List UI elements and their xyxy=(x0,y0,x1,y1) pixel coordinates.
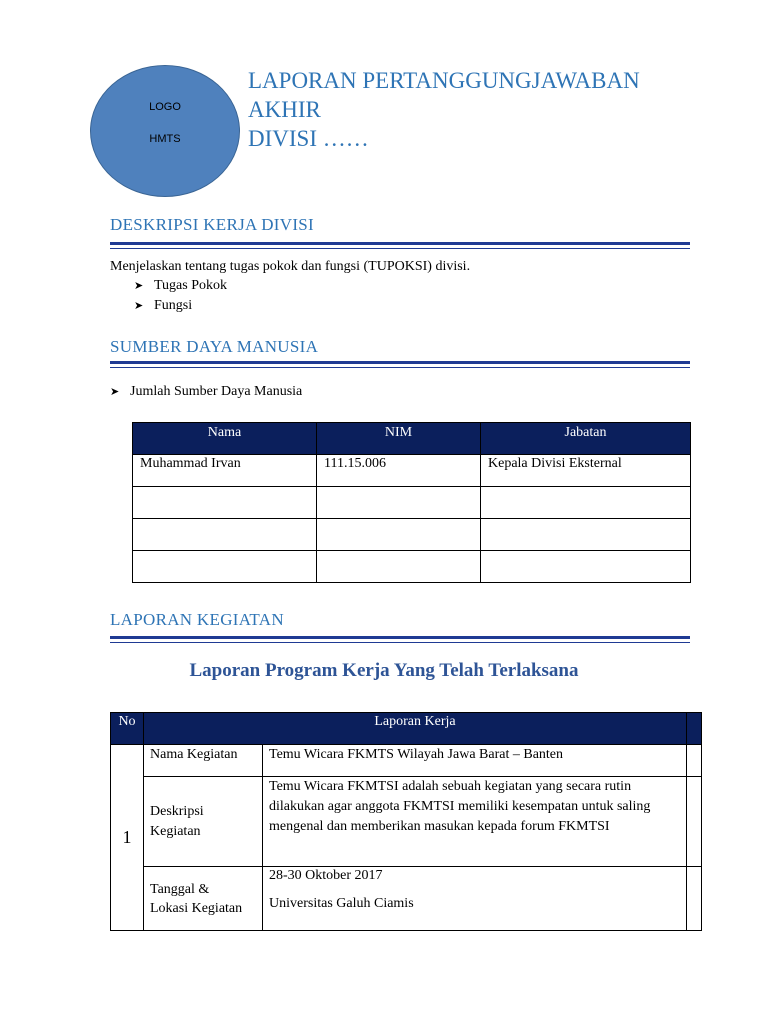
value-activity-description: Temu Wicara FKMTSI adalah sebuah kegiatan yang secara rutin dilakukan agar anggota FKMTSI memiliki kesempatan untuk saling mengenal dan memberikan masukan kepada forum FKMTSI xyxy=(263,777,687,867)
column-header-no: No xyxy=(111,713,144,745)
title-line-1: LAPORAN PERTANGGUNGJAWABAN xyxy=(248,68,640,93)
table-cell: Kepala Divisi Eksternal xyxy=(481,455,691,487)
logo-text: LOGO xyxy=(149,101,181,113)
column-header: Nama xyxy=(133,423,317,455)
column-header-report: Laporan Kerja xyxy=(144,713,687,745)
arrow-bullet-icon: ➤ xyxy=(110,385,120,398)
table-header-row xyxy=(133,423,691,455)
table-row xyxy=(133,551,691,583)
table-cell xyxy=(687,777,702,867)
title-line-3: DIVISI …… xyxy=(248,126,369,151)
table-row xyxy=(111,867,702,931)
table-row xyxy=(133,455,691,487)
document-title xyxy=(248,66,640,153)
list-item: ➤ Jumlah Sumber Daya Manusia xyxy=(110,384,303,399)
section-divider xyxy=(110,636,690,639)
section-divider xyxy=(110,642,690,643)
section-divider xyxy=(110,367,690,368)
table-row xyxy=(133,519,691,551)
section-divider xyxy=(110,361,690,364)
table-row xyxy=(111,777,702,867)
value-date-location xyxy=(263,867,687,931)
table-cell xyxy=(687,867,702,931)
value-activity-name: Temu Wicara FKMTS Wilayah Jawa Barat – Banten xyxy=(263,745,687,777)
table-cell xyxy=(481,551,691,583)
logo-subtext: HMTS xyxy=(149,133,181,145)
label-date-location: Tanggal & Lokasi Kegiatan xyxy=(144,867,263,931)
hr-table xyxy=(132,422,691,583)
list-item: ➤ Fungsi xyxy=(134,298,193,313)
table-cell xyxy=(317,551,481,583)
section-title-human-resources: SUMBER DAYA MANUSIA xyxy=(110,337,319,356)
row-number: 1 xyxy=(111,745,144,931)
table-header-row xyxy=(111,713,702,745)
table-cell: 111.15.006 xyxy=(317,455,481,487)
table-cell xyxy=(133,519,317,551)
arrow-bullet-icon: ➤ xyxy=(134,299,144,312)
table-row xyxy=(133,487,691,519)
section-description: Menjelaskan tentang tugas pokok dan fungsi (TUPOKSI) divisi. xyxy=(110,259,471,274)
activity-date: 28-30 Oktober 2017 xyxy=(269,868,383,883)
table-row xyxy=(111,745,702,777)
table-cell xyxy=(133,487,317,519)
table-cell xyxy=(317,519,481,551)
section-title-activity-report: LAPORAN KEGIATAN xyxy=(110,610,284,629)
activity-report-subtitle: Laporan Program Kerja Yang Telah Terlaksana xyxy=(189,660,579,681)
section-divider xyxy=(110,248,690,249)
arrow-bullet-icon: ➤ xyxy=(134,279,144,292)
section-divider xyxy=(110,242,690,245)
column-header: Jabatan xyxy=(481,423,691,455)
list-item: ➤ Tugas Pokok xyxy=(134,278,228,293)
activity-location: Universitas Galuh Ciamis xyxy=(269,896,414,911)
table-cell xyxy=(133,551,317,583)
title-line-2: AKHIR xyxy=(248,97,321,122)
table-cell xyxy=(481,487,691,519)
section-title-job-description: DESKRIPSI KERJA DIVISI xyxy=(110,215,315,234)
activity-table xyxy=(110,712,702,931)
logo-circle xyxy=(90,65,240,197)
table-cell xyxy=(317,487,481,519)
table-cell xyxy=(481,519,691,551)
table-cell: Muhammad Irvan xyxy=(133,455,317,487)
label-activity-name: Nama Kegiatan xyxy=(144,745,263,777)
column-header: NIM xyxy=(317,423,481,455)
column-header-blank xyxy=(687,713,702,745)
label-activity-description: Deskripsi Kegiatan xyxy=(144,777,263,867)
table-cell xyxy=(687,745,702,777)
